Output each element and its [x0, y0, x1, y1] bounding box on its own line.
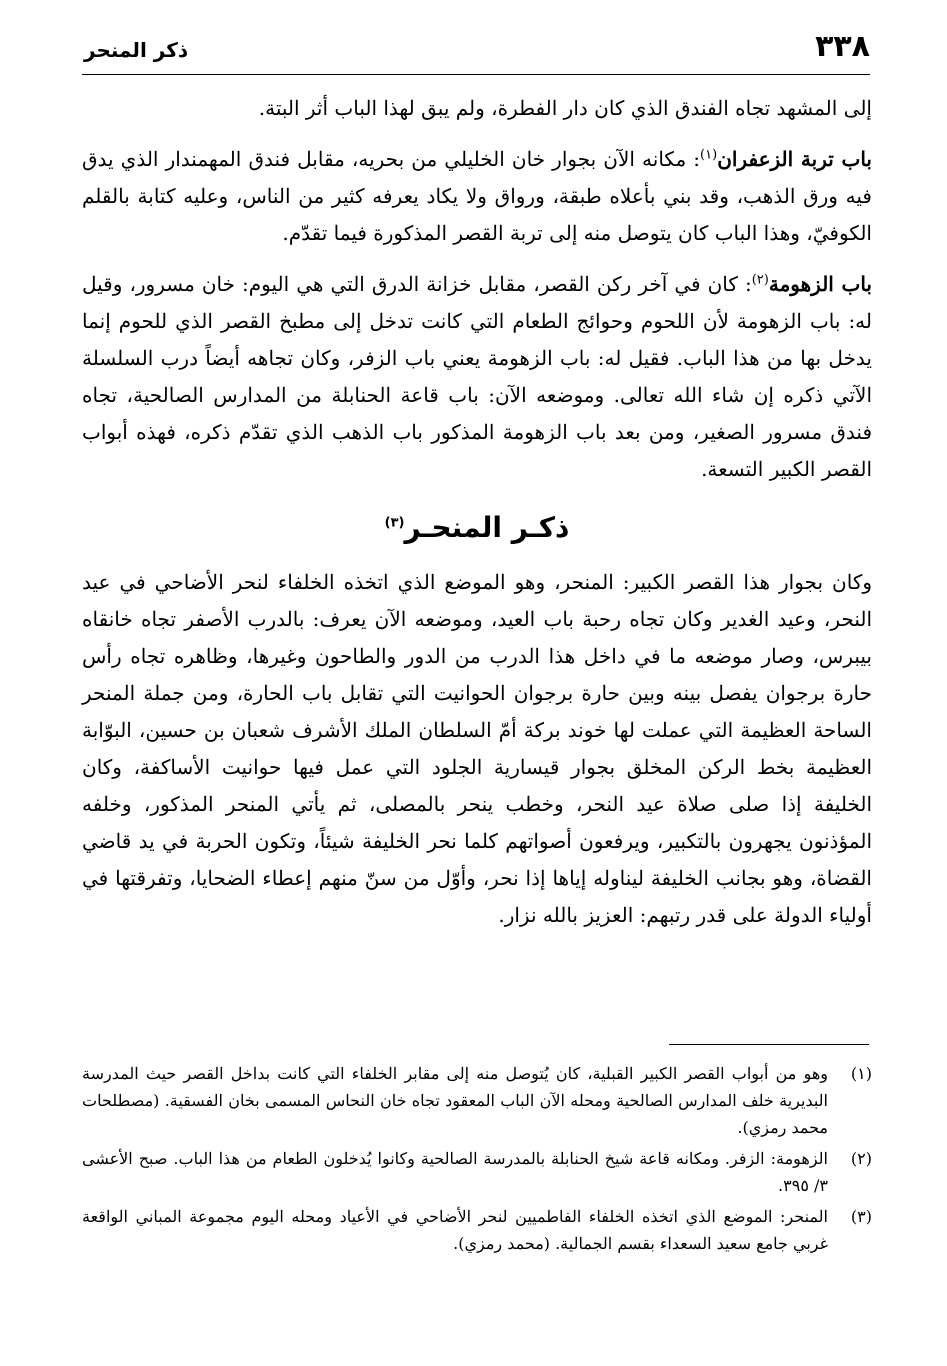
footnote-text: وهو من أبواب القصر الكبير القبلية، كان يُتوصل منه إلى مقابر الخلفاء التي كانت بداخل القصر حيث المدرسة البديرية خلف المدارس الصالحية ومحله الآن الباب المعقود تجاه خان النحاس المسمى بخان الفسقية. (مصطلحات محمد رمزي).: [82, 1064, 829, 1137]
section-heading: [82, 506, 872, 550]
footnote-text: المنحر: الموضع الذي اتخذه الخلفاء الفاطميين لنحر الأضاحي في الأعياد ومحله اليوم مجموعة المباني الواقعة غربي جامع سعيد السعداء بقسم الجمالية. (محمد رمزي).: [82, 1207, 828, 1253]
running-title: ذكر المنحر: [84, 38, 189, 62]
footnote-number: (٣): [850, 1207, 872, 1226]
paragraph-text: : مكانه الآن بجوار خان الخليلي من بحريه، مقابل فندق المهمندار الذي يدق فيه ورق الذهب، وقد بني بأعلاه طبقة، ورواق ولا يكاد يعرفه كثير من الناس، وعليه كتابة بالقلم الكوفيّ، وهذا الباب كان يتوصل منه إلى تربة القصر المذكورة فيما تقدّم.: [82, 147, 872, 245]
paragraph-bab-turbat-al-zafaran: [82, 141, 872, 252]
main-text: [82, 90, 872, 934]
footnote-ref[interactable]: (١): [700, 147, 718, 163]
footnote-divider: [669, 1044, 869, 1045]
footnote: [82, 1145, 872, 1199]
paragraph-text: : كان في آخر ركن القصر، مقابل خزانة الدرق التي هي اليوم: خان مسرور، وقيل له: باب الزهومة لأن اللحوم وحوائج الطعام التي كانت تدخل إلى مطبخ القصر الذي للحوم إنما يدخل بها من هذا الباب. فقيل له: باب الزهومة يعني باب الزفر، وكان تجاهه أيضاً درب السلسلة الآتي ذكره إن شاء الله تعالى. وموضعه الآن: باب قاعة الحنابلة من المدارس الصالحية، تجاه فندق مسرور الصغير، ومن بعد باب الزهومة المذكور باب الذهب الذي تقدّم ذكره، فهذه أبواب القصر الكبير التسعة.: [82, 272, 873, 481]
footnote-text: الزهومة: الزفر. ومكانه قاعة شيخ الحنابلة بالمدرسة الصالحية وكانوا يُدخلون الطعام من هذا الباب. صبح الأعشى ٣/ ٣٩٥.: [82, 1149, 828, 1195]
footnotes: [82, 1060, 872, 1261]
entry-heading: باب الزهومة: [768, 272, 873, 296]
footnote: [82, 1060, 872, 1141]
footnote-number: (١): [850, 1064, 872, 1083]
footnote-number: (٢): [850, 1149, 872, 1168]
paragraph-bab-al-zuhuma: [82, 266, 872, 488]
paragraph-text: وكان بجوار هذا القصر الكبير: المنحر، وهو الموضع الذي اتخذه الخلفاء لنحر الأضاحي في عيد النحر، وعيد الغدير وكان تجاه رحبة باب العيد، وموضعه الآن يعرف: بالدرب الأصفر تجاه خانقاه بيبرس، وصار موضعه ما في داخل هذا الدرب من الدور والطاحون وغيرها، وظاهره تجاه رأس حارة برجوان يفصل بينه وبين حارة برجوان الحوانيت التي تقابل باب الحارة، ومن جملة المنحر الساحة العظيمة التي عملت لها خوند بركة أمّ السلطان الملك الأشرف شعبان بن حسين، البوّابة العظيمة بخط الركن المخلق بجوار قيسارية الجلود التي عمل فيها حوانيت الأساكفة، وكان الخليفة إذا صلى صلاة عيد النحر، وخطب ينحر بالمصلى، ثم يأتي المنحر المذكور، وخلفه المؤذنون يجهرون بالتكبير، ويرفعون أصواتهم كلما نحر الخليفة شيئاً، وتكون الحربة في يد قاضي القضاة، وهو بجانب الخليفة ليناوله إياها إذا نحر، وأوّل من سنّ منهم إعطاء الضحايا، وتفرقتها في أولياء الدولة على قدر رتبهم: العزيز بالله نزار.: [82, 570, 872, 927]
paragraph-continuation: [82, 90, 872, 127]
paragraph-text: إلى المشهد تجاه الفندق الذي كان دار الفطرة، ولم يبق لهذا الباب أثر البتة.: [258, 96, 872, 120]
entry-heading: باب تربة الزعفران: [717, 147, 873, 171]
section-title: ذكـر المنحـر: [404, 511, 570, 544]
page-header: [82, 28, 870, 75]
page-number: ٣٣٨: [815, 29, 870, 64]
section-paragraph: [82, 564, 872, 934]
footnote: [82, 1203, 872, 1257]
footnote-ref[interactable]: (٣): [384, 515, 405, 531]
footnote-ref[interactable]: (٢): [751, 272, 769, 288]
